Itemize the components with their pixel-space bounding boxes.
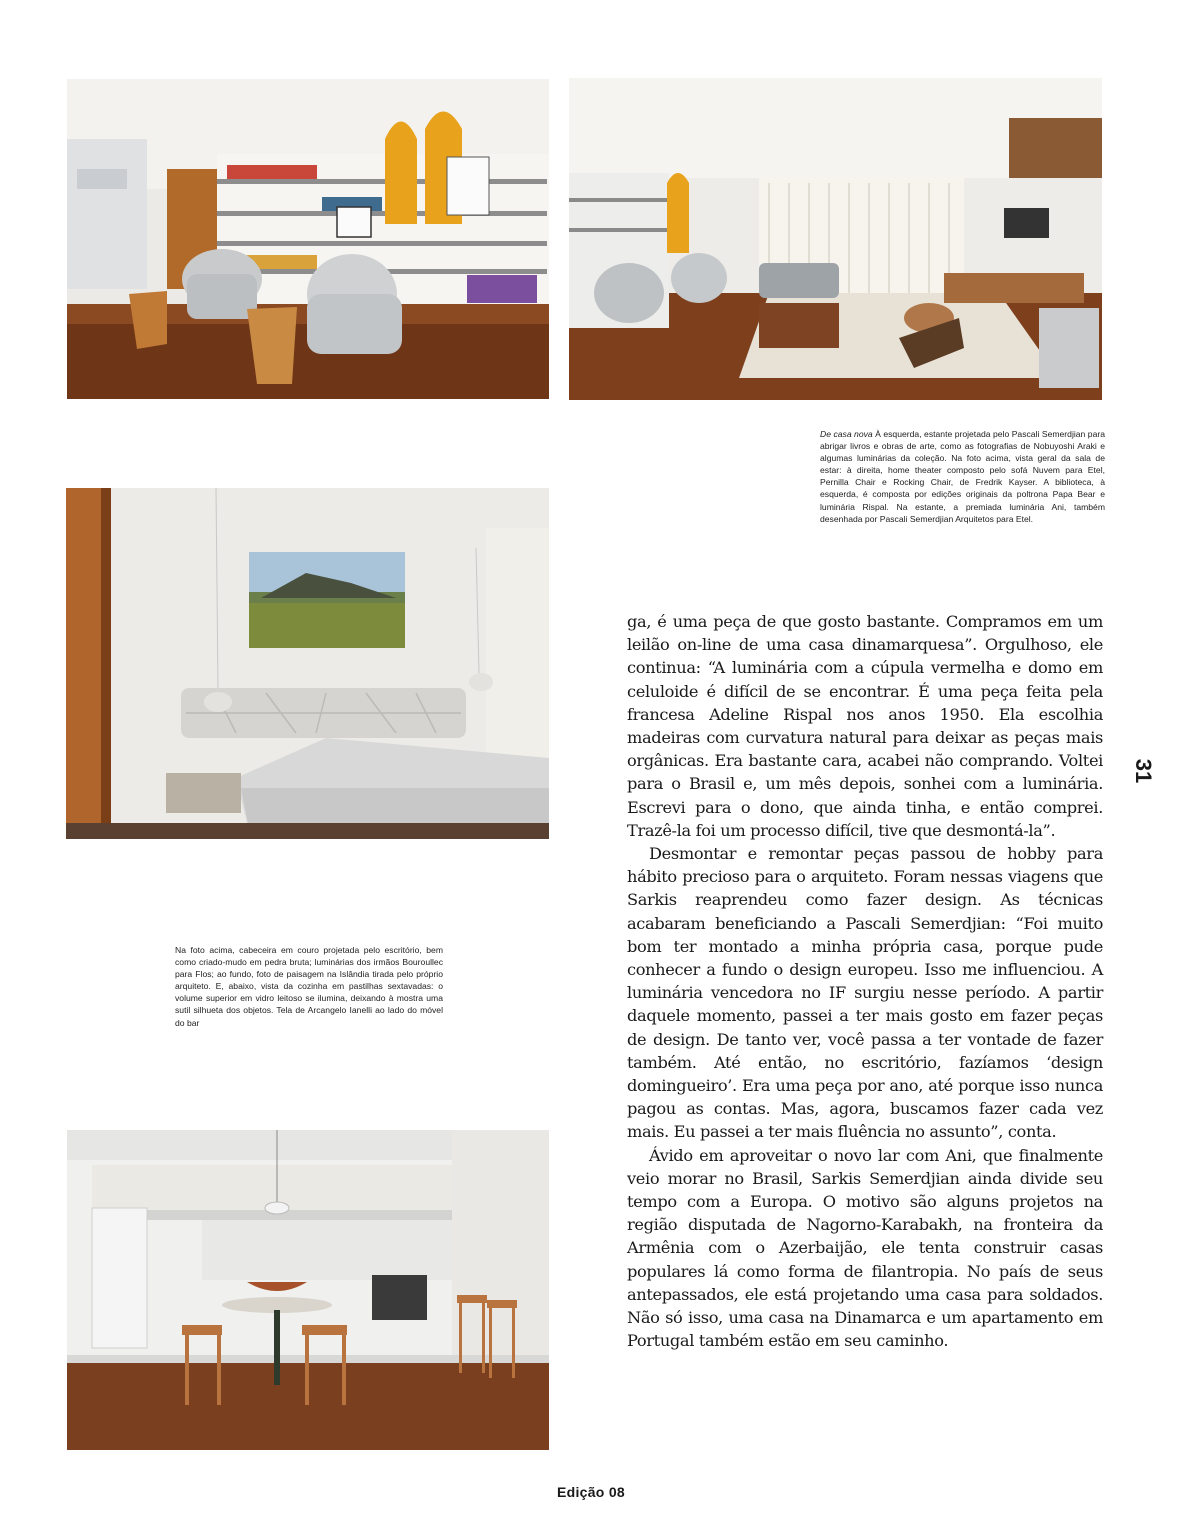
photo-kitchen xyxy=(67,1130,549,1450)
photo-bedroom xyxy=(66,488,549,839)
page-number: 31 xyxy=(1131,758,1156,784)
caption-lead: De casa nova xyxy=(820,429,873,439)
paragraph-3: Ávido em aproveitar o novo lar com Ani, que finalmente veio morar no Brasil, Sarkis Semerdjian ainda divide seu tempo com a Europa. O motivo são alguns projetos na região disputada de Nagorno-Karabakh, na fronteira da Armênia com o Azerbaijão, ele tenta construir casas populares lá como forma de filantropia. No país de seus antepassados, ele está projetando uma casa para soldados. Não só isso, uma casa na Dinamarca e um apartamento em Portugal também estão em seu caminho. xyxy=(627,1145,1103,1351)
paragraph-2: Desmontar e remontar peças passou de hobby para hábito precioso para o arquiteto. Foram nessas viagens que Sarkis reaprendeu como fazer design. As técnicas acabaram beneficiando a Pascali Semerdjian: “Foi muito bom ter montado a minha própria casa, porque pude conhecer a fundo o design europeu. Isso me influenciou. A luminária vencedora no IF surgiu nesse período. A partir daquele momento, passei a ter mais gosto em fazer peças de design. De tanto ver, você passa a ter vontade de fazer também. Até então, no escritório, fazíamos ‘design domingueiro’. Era uma peça por ano, até porque isso nunca pagou as contas. Mas, agora, buscamos fazer cada vez mais. Eu passei a ter mais fluência no assunto”, conta. xyxy=(627,844,1103,1142)
caption-left-text: Na foto acima, cabeceira em couro projetada pelo escritório, bem como criado-mudo em pedra bruta; luminárias dos irmãos Bouroullec para Flos; ao fundo, foto de paisagem na Islândia tirada pelo próprio arquiteto. E, abaixo, vista da cozinha em pastilhas sextavadas: o volume superior em vidro leitoso se ilumina, deixando à mostra uma sutil silhueta dos objetos. Tela de Arcangelo Ianelli ao lado do móvel do bar xyxy=(175,945,443,1028)
caption-text: À esquerda, estante projetada pelo Pascali Semerdjian para abrigar livros e obras de arte, como as fotografias de Nobuyoshi Araki e algumas luminárias da coleção. Na foto acima, vista geral da sala de estar: à direita, home theater composto pelo sofá Nuvem para Etel, Pernilla Chair e Rocking Chair, de Fredrik Kayser. A biblioteca, à esquerda, é composta por edições originais da poltrona Papa Bear e luminária Rispal. Na estante, a premiada luminária Ani, também desenhada por Pascali Semerdjian Arquitetos para Etel. xyxy=(820,429,1105,524)
caption-living-room xyxy=(820,428,1105,525)
caption-bedroom-kitchen xyxy=(175,944,443,1029)
paragraph-1: ga, é uma peça de que gosto bastante. Compramos em um leilão on-line de uma casa dinamarquesa”. Orgulhoso, ele continua: “A luminária com a cúpula vermelha e domo em celuloide é difícil de se encontrar. É uma peça feita pela francesa Adeline Rispal nos anos 1950. Ela escolhia madeiras com curvatura natural para deixar as peças mais orgânicas. Era bastante cara, acabei não comprando. Voltei para o Brasil e, um mês depois, sonhei com a luminária. Escrevi para o dono, que ainda tinha, e então comprei. Trazê-la foi um processo difícil, tive que desmontá-la”. xyxy=(627,612,1103,840)
photo-library-shelves xyxy=(67,79,549,399)
photo-living-room xyxy=(569,78,1102,400)
article-body xyxy=(627,610,1103,1353)
edition-footer: Edição 08 xyxy=(556,1484,626,1500)
